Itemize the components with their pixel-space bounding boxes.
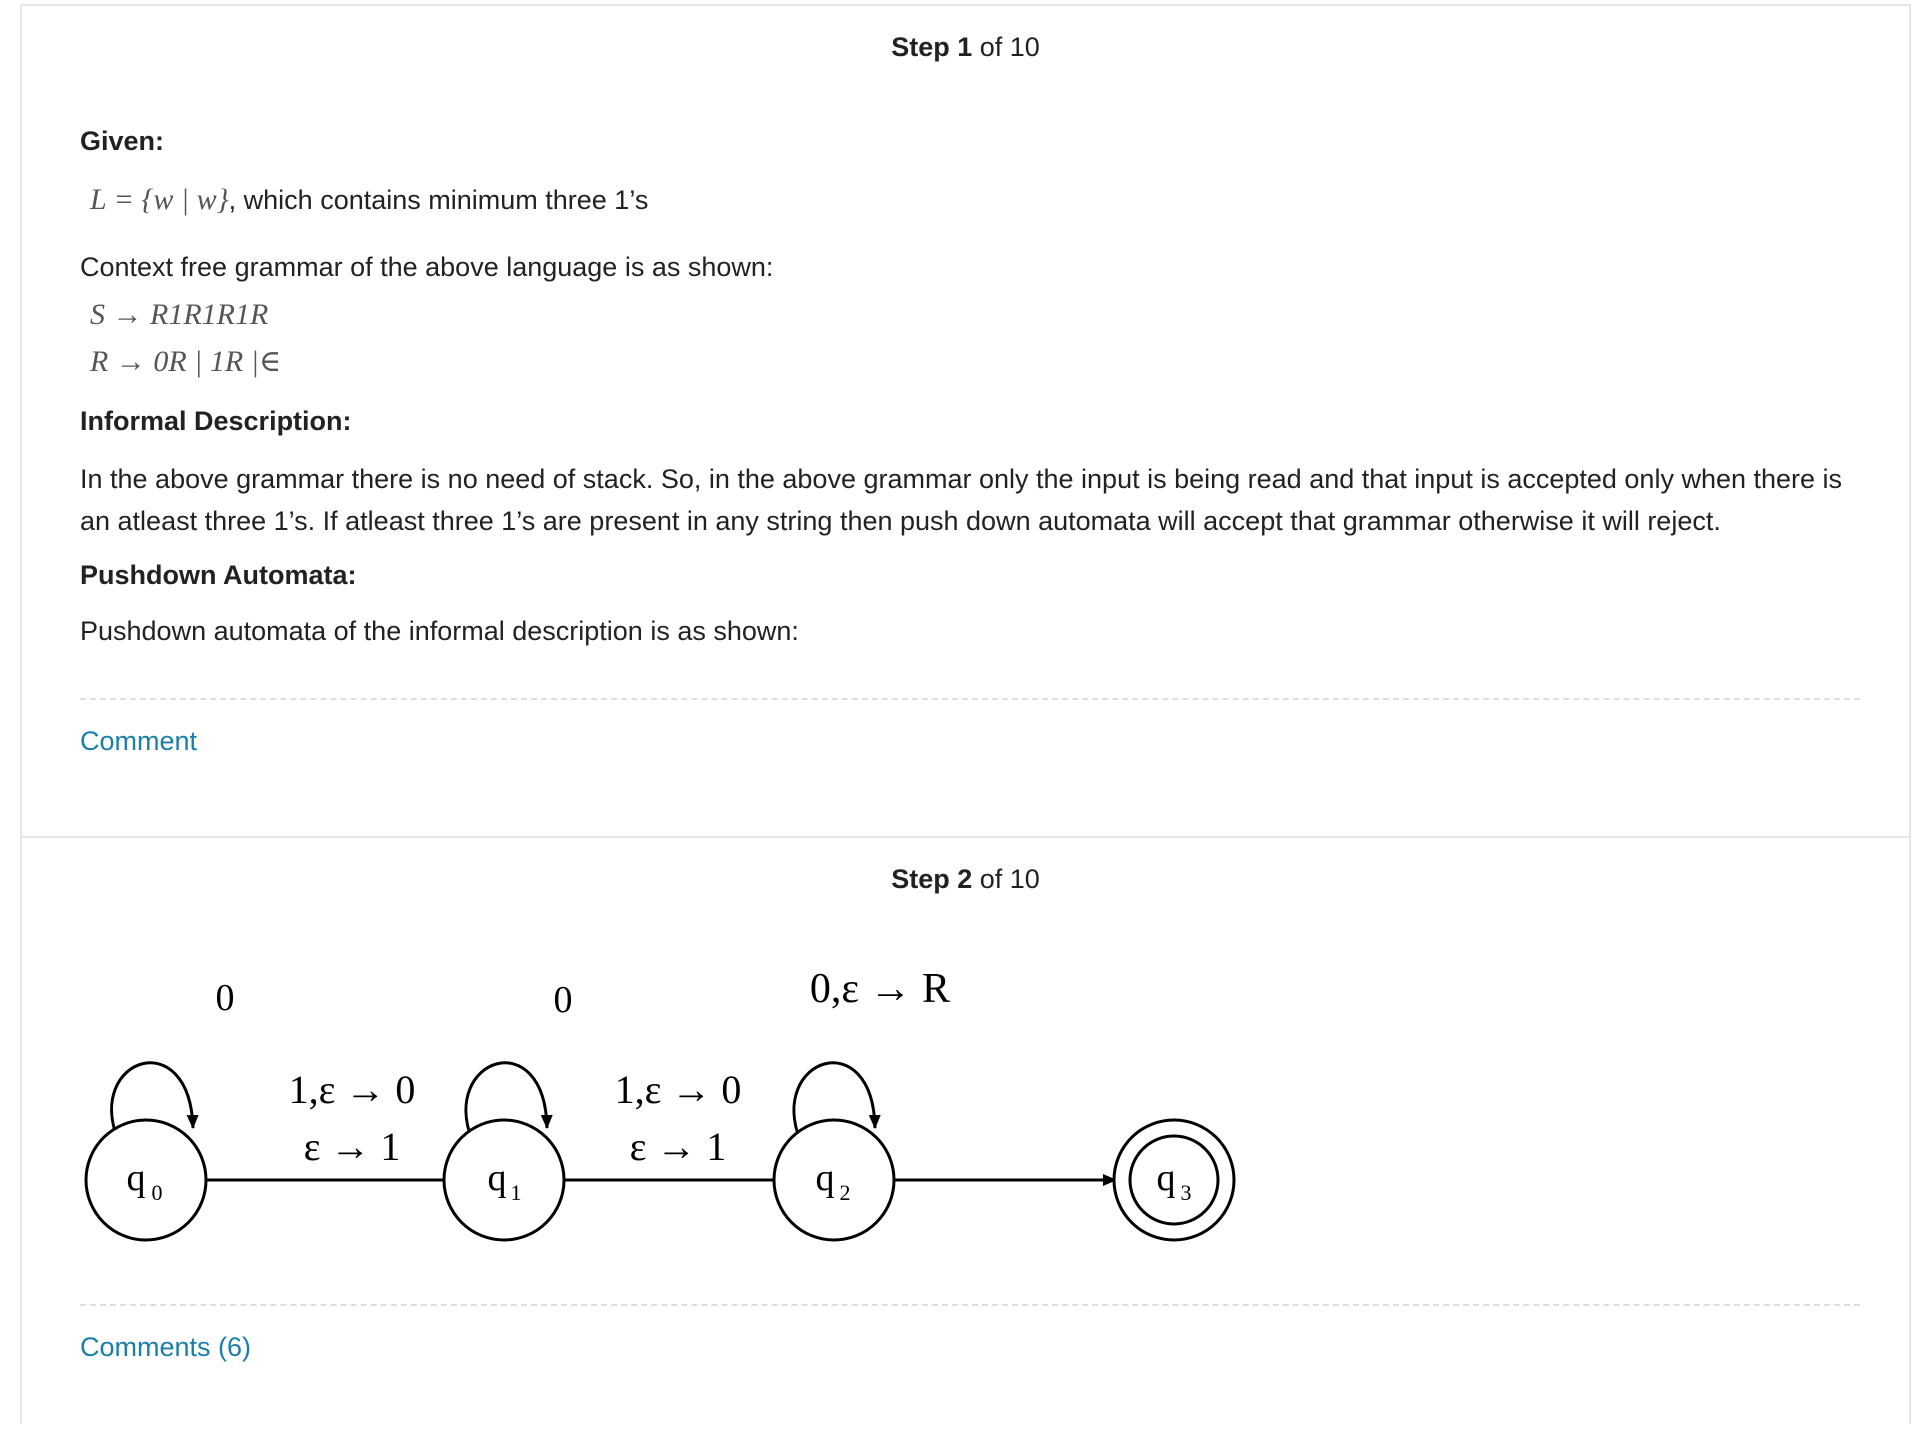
state-q0-label: q xyxy=(126,1157,146,1199)
grammar-rule-2: R → 0R | 1R |∈ xyxy=(90,345,282,378)
step-2-header xyxy=(22,864,1909,895)
transition-q1-q2-line2: ε → 1 xyxy=(629,1124,727,1169)
transition-q1-q2-line1: 1,ε → 0 xyxy=(614,1067,742,1112)
pushdown-automata-heading: Pushdown Automata: xyxy=(80,560,357,590)
comment-link[interactable]: Comment xyxy=(80,726,198,756)
step-number: Step 2 xyxy=(891,864,973,894)
language-expression: L = {w | w} xyxy=(90,183,229,216)
given-heading: Given: xyxy=(80,126,165,156)
transition-q0-q1-line1: 1,ε → 0 xyxy=(288,1067,416,1112)
step-2-divider xyxy=(80,1304,1860,1306)
grammar-rule-1: S → R1R1R1R xyxy=(90,298,269,331)
pushdown-automata-text: Pushdown automata of the informal description is as shown: xyxy=(80,616,799,646)
state-q3-accept xyxy=(1114,1120,1234,1240)
state-q2-subscript: 2 xyxy=(839,1180,851,1205)
solution-panel xyxy=(20,4,1911,1424)
comments-link[interactable]: Comments (6) xyxy=(80,1332,252,1362)
state-q2 xyxy=(774,1120,894,1240)
step-1-divider xyxy=(80,698,1860,700)
state-q1-subscript: 1 xyxy=(510,1180,522,1205)
step-total: of 10 xyxy=(979,32,1040,62)
self-loop-q1-label: 0 xyxy=(553,979,573,1021)
state-q3-subscript: 3 xyxy=(1180,1180,1192,1205)
self-loop-q0-label: 0 xyxy=(215,977,235,1019)
self-loop-q2-label: 0,ε → R xyxy=(809,966,951,1012)
step-1-card xyxy=(22,6,1909,838)
state-q2-label: q xyxy=(815,1157,835,1199)
step-2-card xyxy=(22,838,1909,1438)
step-total: of 10 xyxy=(979,864,1040,894)
step-number: Step 1 xyxy=(891,32,973,62)
state-q0 xyxy=(86,1120,206,1240)
state-q0-subscript: 0 xyxy=(151,1180,163,1205)
cfg-intro: Context free grammar of the above language is as shown: xyxy=(80,252,774,282)
given-line xyxy=(80,178,1860,222)
informal-description-heading: Informal Description: xyxy=(80,406,352,436)
pushdown-automaton-diagram xyxy=(80,948,1260,1268)
state-q3-label: q xyxy=(1156,1157,1176,1199)
state-q1-label: q xyxy=(487,1157,507,1199)
step-1-header xyxy=(22,32,1909,63)
transition-q0-q1-line2: ε → 1 xyxy=(303,1124,401,1169)
language-description: , which contains minimum three 1’s xyxy=(228,185,649,215)
state-q1 xyxy=(444,1120,564,1240)
informal-description-text: In the above grammar there is no need of stack. So, in the above grammar only the input is being read and that input is accepted only when there is an atleast three 1’s. If atleast three 1’s are present in any string then push down automata will accept that grammar otherwise it will reject. xyxy=(80,464,1843,536)
